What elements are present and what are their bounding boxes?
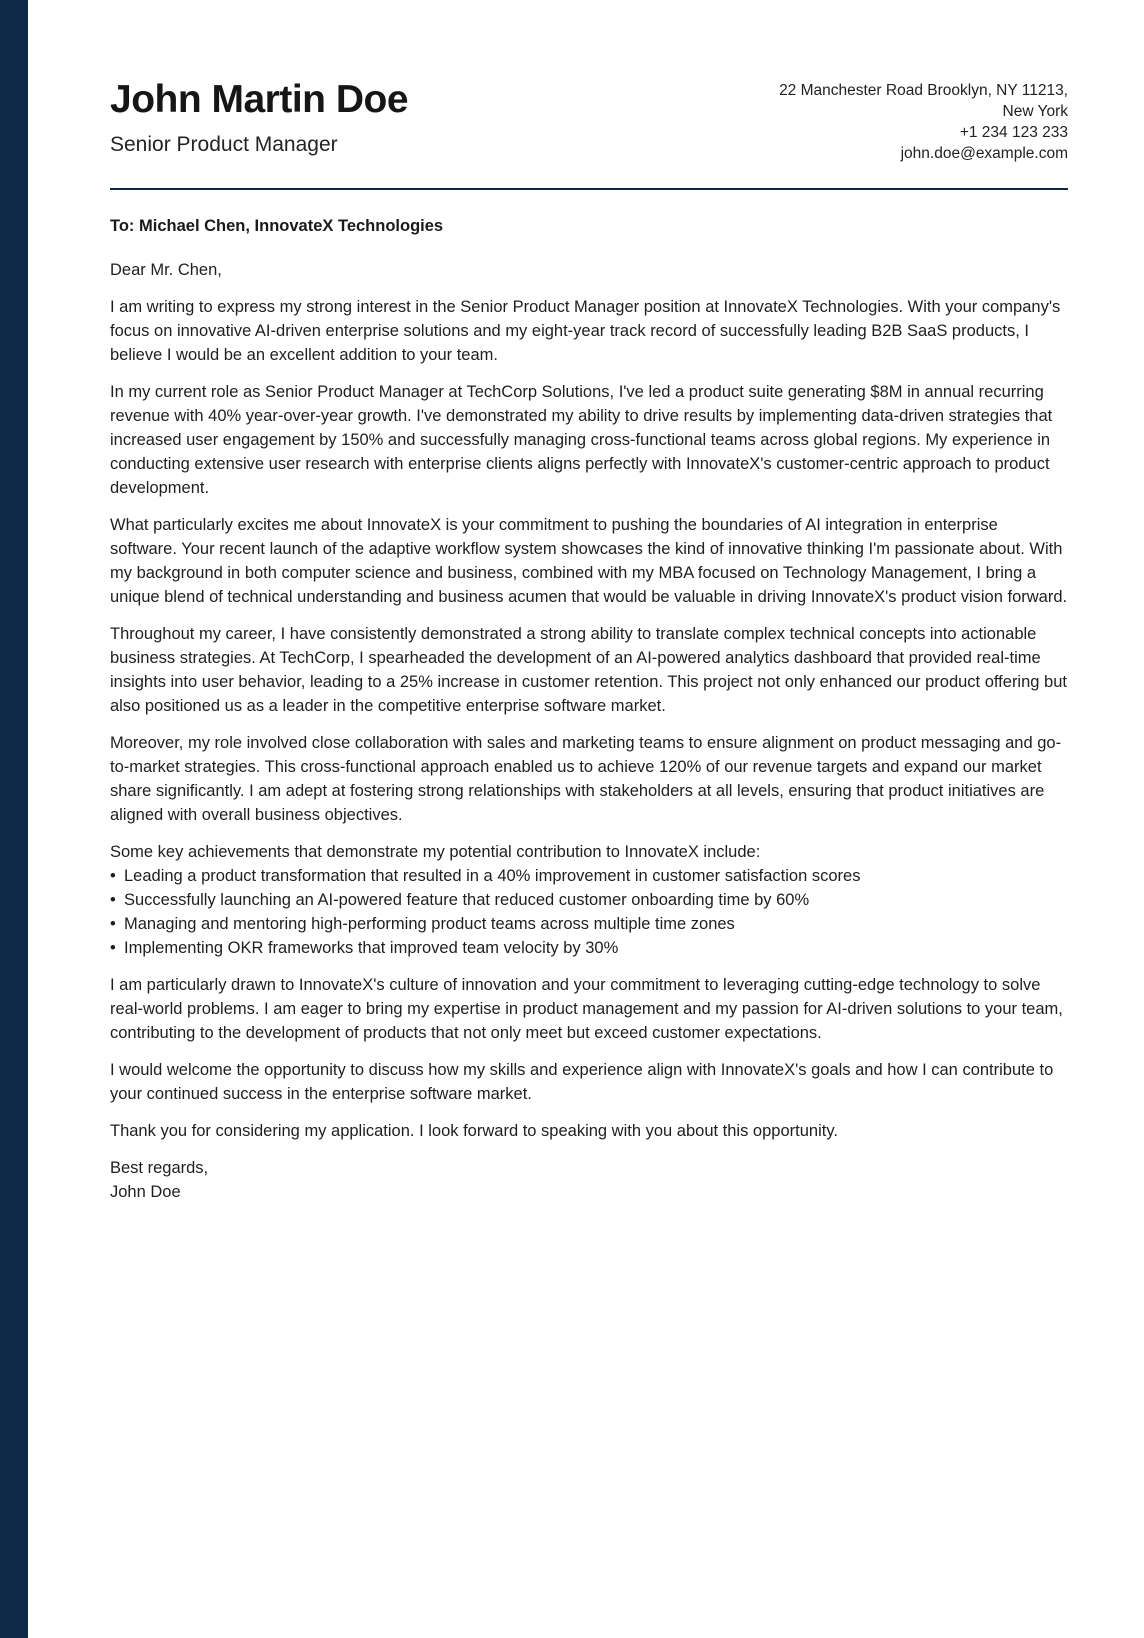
achievement-item [110,936,1068,960]
contact-block [779,78,1068,164]
salutation: Dear Mr. Chen, [110,261,222,279]
letter-paragraph: I am particularly drawn to InnovateX's culture of innovation and your commitment to leveraging cutting-edge technology to solve real-world problems. I am eager to bring my expertise in product management and my passion for AI-driven solutions to your team, contributing to the development of products that not only meet but exceed customer expectations. [110,976,1063,1042]
contact-phone: +1 234 123 233 [959,124,1068,141]
letter-paragraph: I would welcome the opportunity to discuss how my skills and experience align with InnovateX's goals and how I can contribute to your continued success in the enterprise software market. [110,1061,1054,1103]
letter-paragraph: I am writing to express my strong interest in the Senior Product Manager position at InnovateX Technologies. With your company's focus on innovative AI-driven enterprise solutions and my eight-year track record of successfully leading B2B SaaS products, I believe I would be an excellent addition to your team. [110,298,1061,364]
header-divider [110,188,1068,190]
achievements-intro: Some key achievements that demonstrate my potential contribution to InnovateX include: [110,843,761,861]
achievement-text: Implementing OKR frameworks that improved team velocity by 30% [124,939,619,957]
bullet-marker: • [110,867,116,885]
signoff: Best regards, [110,1159,209,1177]
contact-email: john.doe@example.com [900,145,1068,162]
achievements-block [110,840,1068,960]
letter-paragraph: Throughout my career, I have consistently demonstrated a strong ability to translate complex technical concepts into actionable business strategies. At TechCorp, I spearheaded the development of an AI-powered analytics dashboard that provided real-time insights into user behavior, leading to a 25% increase in customer retention. This project not only enhanced our product offering but also positioned us as a leader in the competitive enterprise software market. [110,625,1067,715]
letter-header [110,78,1068,164]
achievement-text: Successfully launching an AI-powered feature that reduced customer onboarding time by 60% [124,891,810,909]
achievement-item [110,912,1068,936]
person-job-title: Senior Product Manager [110,132,338,156]
signoff-block [110,1156,1068,1204]
letter-body [110,258,1068,1204]
bullet-marker: • [110,939,116,957]
bullet-marker: • [110,915,116,933]
letter-paragraph: In my current role as Senior Product Manager at TechCorp Solutions, I've led a product suite generating $8M in annual recurring revenue with 40% year-over-year growth. I've demonstrated my ability to drive results by implementing data-driven strategies that increased user engagement by 150% and successfully managing cross-functional teams across global regions. My experience in conducting extensive user research with enterprise clients aligns perfectly with InnovateX's customer-centric approach to product development. [110,383,1053,497]
letter-paragraph: What particularly excites me about InnovateX is your commitment to pushing the boundaries of AI integration in enterprise software. Your recent launch of the adaptive workflow system showcases the kind of innovative thinking I'm passionate about. With my background in both computer science and business, combined with my MBA focused on Technology Management, I bring a unique blend of technical understanding and business acumen that would be valuable in driving InnovateX's product vision forward. [110,516,1068,606]
contact-city-line: New York [1002,103,1068,120]
achievement-item [110,864,1068,888]
letter-paragraph: Thank you for considering my application. I look forward to speaking with you about this opportunity. [110,1122,838,1140]
letter-paragraph: Moreover, my role involved close collaboration with sales and marketing teams to ensure alignment on product messaging and go-to-market strategies. This cross-functional approach enabled us to achieve 120% of our revenue targets and expand our market share significantly. I am adept at fostering strong relationships with stakeholders at all levels, ensuring that product initiatives are aligned with overall business objectives. [110,734,1062,824]
person-name: John Martin Doe [110,78,409,121]
recipient-line: To: Michael Chen, InnovateX Technologies [110,217,444,235]
contact-address-line: 22 Manchester Road Brooklyn, NY 11213, [779,82,1068,99]
achievement-text: Leading a product transformation that resulted in a 40% improvement in customer satisfaction scores [124,867,861,885]
signature-name: John Doe [110,1183,181,1201]
identity-block [110,78,408,157]
bullet-marker: • [110,891,116,909]
achievement-item [110,888,1068,912]
achievement-text: Managing and mentoring high-performing product teams across multiple time zones [124,915,735,933]
